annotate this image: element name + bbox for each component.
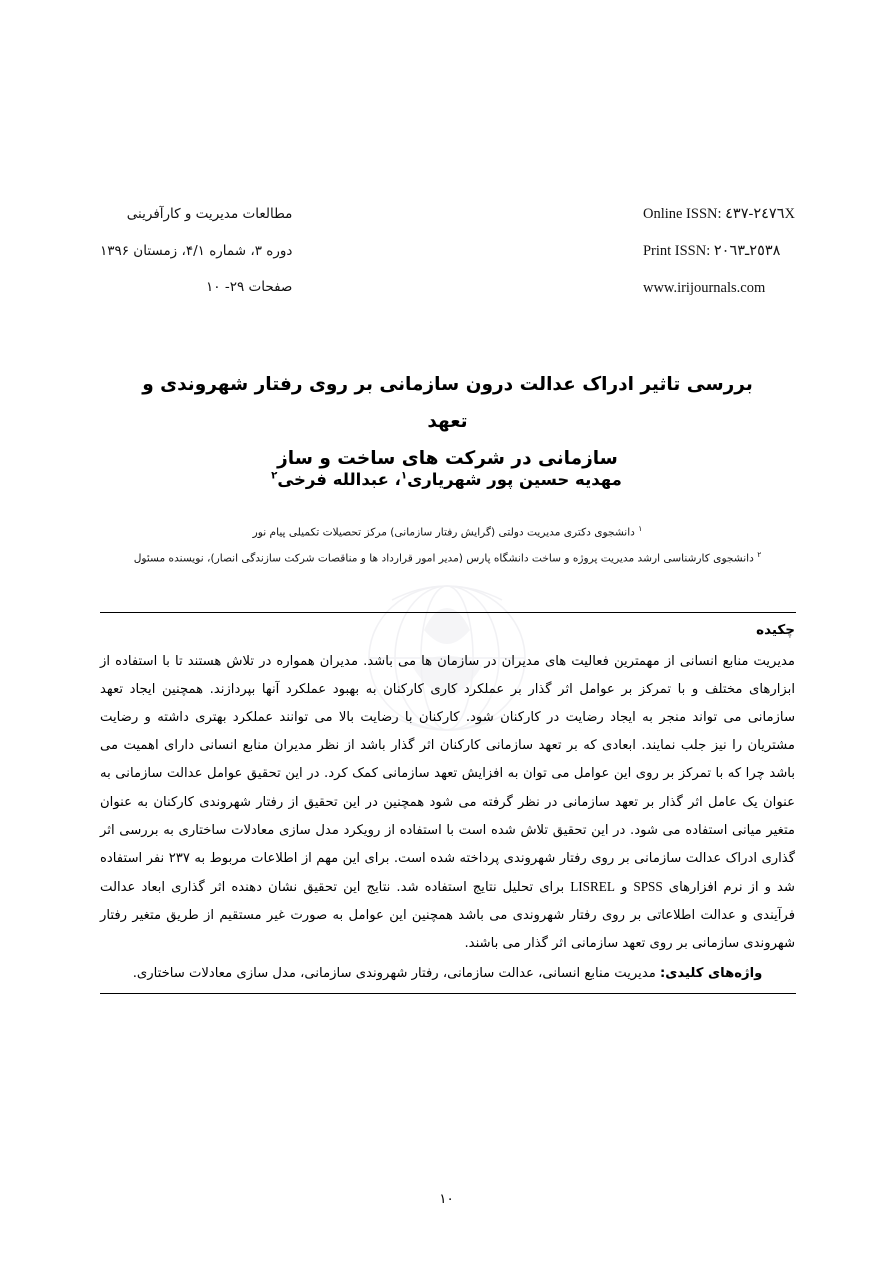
author-list xyxy=(0,470,893,489)
affiliation-1-marker: ۱ xyxy=(638,524,643,533)
affiliation-1-text: دانشجوی دکتری مدیریت دولتی (گرایش رفتار سازمانی) مرکز تحصیلات تکمیلی پیام نور xyxy=(252,526,639,539)
abstract-text-part-2: برای تحلیل نتایج استفاده شد. نتایج این تحقیق نشان دهنده اثر گذاری ابعاد عدالت فرآیندی و عدالت اطلاعاتی بر روی رفتار شهروندی می باشد همچنین این عوامل به صورت غیر مستقیم از طریق متغیر رفتار شهروندی سازمانی بر روی تعهد سازمانی اثر گذار می باشند. xyxy=(100,879,795,952)
journal-issue-line: دوره ۳، شماره ۴/۱، زمستان ۱۳۹۶ xyxy=(100,242,293,259)
online-issn: Online ISSN: ٢٤٧٦-٤٣٧X xyxy=(642,206,795,222)
abstract-text-part-1: مدیریت منابع انسانی از مهمترین فعالیت های مدیران در سازمان ها می باشد. مدیران همواره در تلاش هستند تا با استفاده از ابزارهای مختلف و با تمرکز بر عوامل اثر گذار بر عملکرد کاری کارکنان به بهبود عملکرد آنها بپردازند. همچنین ایجاد تعهد سازمانی می تواند منجر به ایجاد رضایت در کارکنان شود. کارکنان با رضایت بالا می توانند عملکرد بهتری داشته و رضایت مشتریان را نیز جلب نمایند. ابعادی که بر تعهد سازمانی کارکنان اثر گذار باشد از نظر مدیران منابع انسانی دارای اهمیت می باشد چرا که با تمرکز بر روی این عوامل می توان به افزایش تعهد سازمانی کمک کرد. در این تحقیق عوامل عدالت سازمانی به عنوان یک عامل اثر گذار بر تعهد سازمانی در نظر گرفته می شود همچنین در این تحقیق از رفتار شهروندی کارکنان به عنوان متغیر میانی استفاده می شود. در این تحقیق تلاش شده است با استفاده از رویکرد مدل سازی معادلات ساختاری به بررسی اثر گذاری ادراک عدالت سازمانی بر روی رفتار شهروندی پرداخته شده است. برای این مهم از اطلاعات مربوط به ۲۳۷ نفر استفاده شد و از نرم افزارهای xyxy=(100,654,796,895)
journal-pages-line: صفحات ۲۹- ۱۰ xyxy=(206,279,293,296)
author-1-affiliation-marker: ۱ xyxy=(400,470,408,482)
author-name-1: مهدیه حسین پور شهریاری xyxy=(407,470,622,489)
software-name-spss: SPSS xyxy=(633,878,663,894)
software-name-lisrel: LISREL xyxy=(570,878,615,894)
abstract-bottom-divider xyxy=(100,993,796,994)
abstract-heading: چکیده xyxy=(756,622,795,638)
print-issn: Print ISSN: ٢٥٣٨ـ٢٠٦٣ xyxy=(642,242,781,259)
affiliation-1 xyxy=(100,520,795,546)
keywords-row xyxy=(100,963,795,985)
article-title-line-2: سازمانی در شرکت های ساخت و ساز xyxy=(277,448,618,469)
author-name-2: عبدالله فرخی xyxy=(277,470,389,489)
journal-title: مطالعات مدیریت و کارآفرینی xyxy=(126,206,293,222)
affiliation-2 xyxy=(100,546,795,572)
affiliation-2-marker: ۲ xyxy=(757,550,762,560)
abstract-connector: و xyxy=(614,879,634,895)
keywords-label: واژه‌های کلیدی: xyxy=(660,966,763,981)
author-separator: ، xyxy=(388,470,401,489)
journal-website[interactable]: www.irijournals.com xyxy=(642,279,766,296)
keywords-values: مدیریت منابع انسانی، عدالت سازمانی، رفتار شهروندی سازمانی، مدل سازی معادلات ساختاری. xyxy=(132,966,661,981)
affiliation-2-text: دانشجوی کارشناسی ارشد مدیریت پروژه و ساخت دانشگاه پارس (مدیر امور قرارداد ها و مناقصات شرکت سازندگی انصار)، نویسنده مسئول xyxy=(133,553,758,566)
abstract-body xyxy=(100,648,795,958)
masthead xyxy=(100,196,795,307)
affiliation-list xyxy=(100,520,795,573)
article-title-line-1: بررسی تاثیر ادراک عدالت درون سازمانی بر روی رفتار شهروندی و تعهد xyxy=(142,374,753,432)
author-2-affiliation-marker: ۲ xyxy=(271,470,278,482)
masthead-issn-info xyxy=(643,196,795,307)
page-number: ۱۰ xyxy=(439,1191,454,1207)
masthead-journal-info xyxy=(100,196,292,306)
article-title xyxy=(128,366,767,477)
abstract-top-divider xyxy=(100,612,796,613)
